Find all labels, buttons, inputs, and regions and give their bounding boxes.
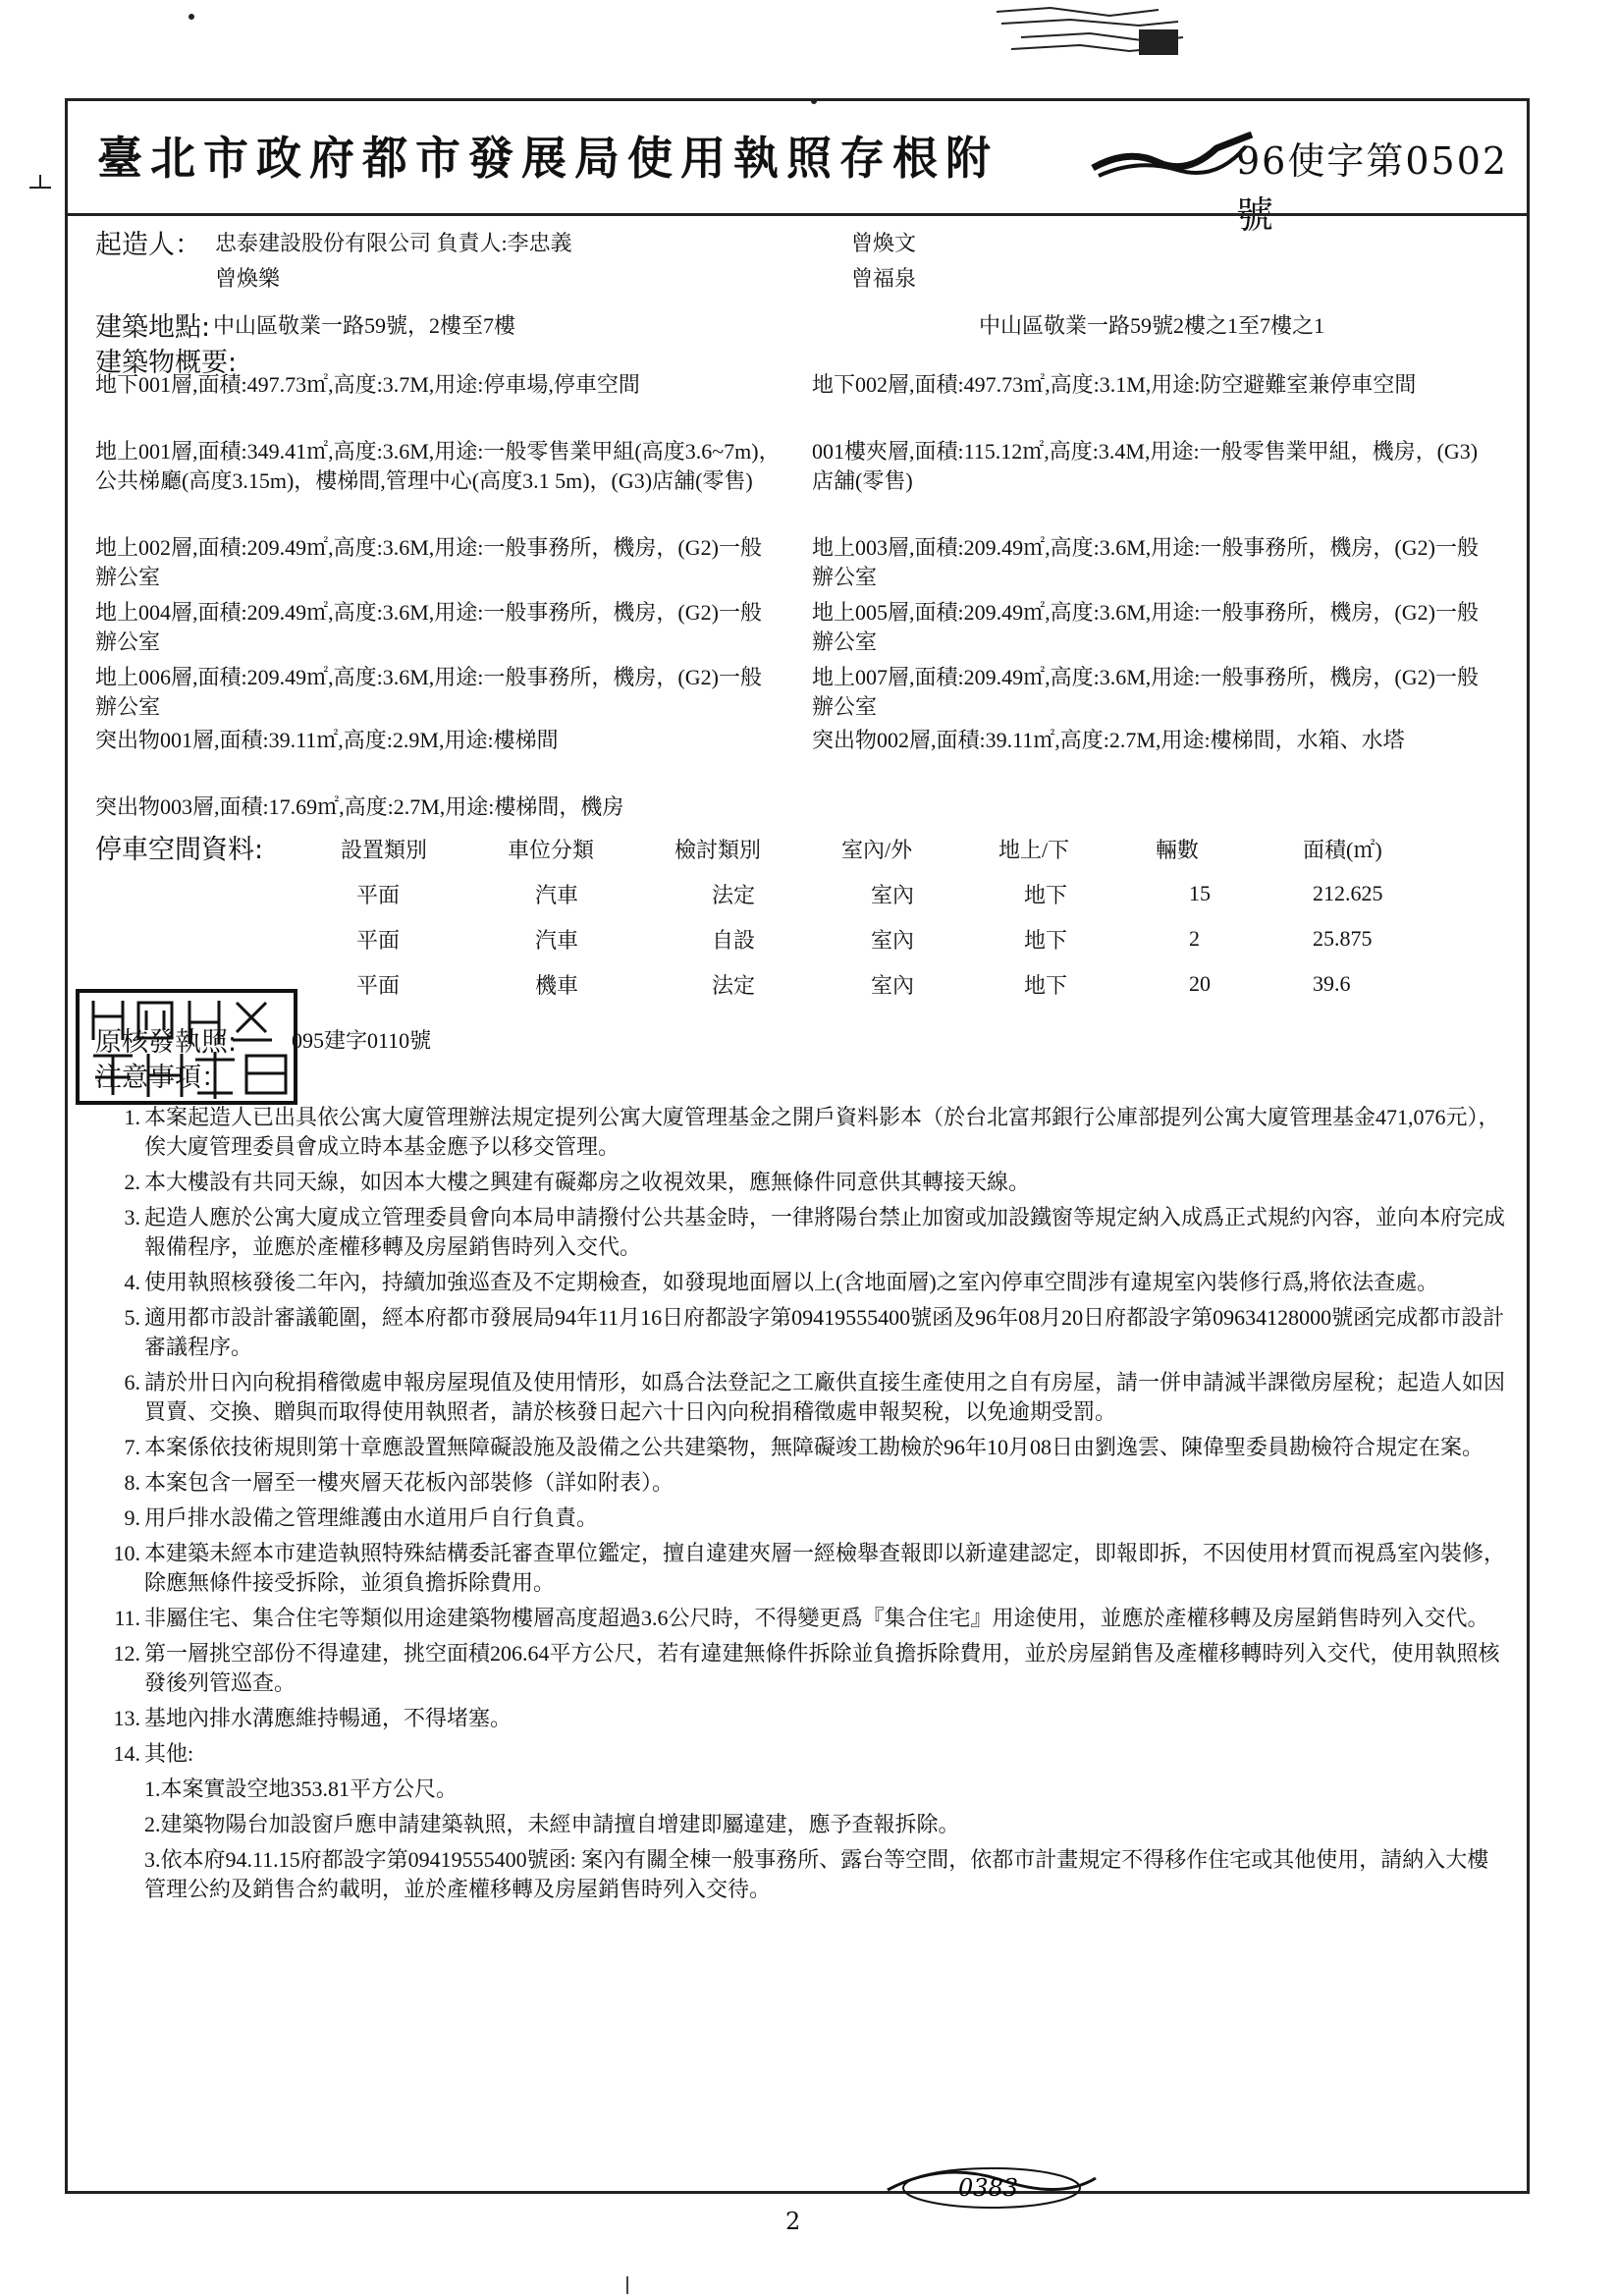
serial-stamp <box>884 2151 1100 2219</box>
cell: 15 <box>1189 881 1211 905</box>
official-seal <box>74 987 299 1107</box>
sub-item: 2.建築物陽台加設窗戶應申請建築執照，未經申請擅自增建即屬違建，應予查報拆除。 <box>144 1812 960 1836</box>
applicant-person-2: 曾煥樂 <box>215 266 281 291</box>
note-number: 5. <box>124 1305 140 1330</box>
floor-entry: 地上006層,面積:209.49㎡,高度:3.6M,用途:一般事務所，機房，(G2)一般辦公室 <box>95 665 762 719</box>
header-vehicle: 車位分類 <box>508 837 595 862</box>
note-text: 本大樓設有共同天線，如因本大樓之興建有礙鄰房之收視效果，應無條件同意供其轉接天線。 <box>144 1170 1031 1194</box>
note-number: 7. <box>124 1435 140 1459</box>
cell: 平面 <box>356 882 401 907</box>
table-row <box>341 916 1450 961</box>
cell: 20 <box>1189 971 1211 996</box>
notes-list <box>93 1103 1507 1910</box>
floor-entry: 突出物002層,面積:39.11㎡,高度:2.7M,用途:樓梯間，水箱、水塔 <box>812 728 1405 752</box>
note-text: 本案起造人已出具依公寓大廈管理辦法規定提列公寓大廈管理基金之開戶資料影本（於台北富邦銀行公庫部提列公寓大廈管理基金471,076元），俟大廈管理委員會成立時本基金應予以移交管理。 <box>144 1105 1500 1159</box>
note-text: 請於卅日內向稅捐稽徵處申報房屋現值及使用情形，如爲合法登記之工廠供直接生產使用之自有房屋，請一併申請減半課徵房屋稅；起造人如因買賣、交換、贈與而取得使用執照者，請於核發日起六十日內向稅捐稽徵處申報契稅，以免逾期受罰。 <box>144 1370 1506 1424</box>
note-text: 起造人應於公寓大廈成立管理委員會向本局申請撥付公共基金時，一律將陽台禁止加窗或加設鐵窗等規定納入成爲正式規約內容，並向本府完成報備程序，並應於產權移轉及房屋銷售時列入交代。 <box>144 1205 1506 1259</box>
document-frame <box>65 98 1530 2194</box>
cell: 法定 <box>712 882 756 907</box>
cell: 平面 <box>356 927 401 953</box>
note-text: 本案係依技術規則第十章應設置無障礙設施及設備之公共建築物，無障礙竣工勘檢於96年10月08日由劉逸雲、陳偉聖委員勘檢符合規定在案。 <box>144 1435 1484 1459</box>
floor-entry: 地下001層,面積:497.73㎡,高度:3.7M,用途:停車場,停車空間 <box>95 372 640 397</box>
note-number: 10. <box>113 1541 140 1565</box>
list-item <box>93 1203 1507 1262</box>
cell: 自設 <box>712 927 756 953</box>
cell: 汽車 <box>535 927 579 953</box>
table-row <box>341 871 1450 916</box>
cell: 25.875 <box>1313 926 1373 951</box>
parking-table <box>341 826 1450 1007</box>
note-text: 基地內排水溝應維持暢通，不得堵塞。 <box>144 1706 512 1730</box>
header-review: 檢討類別 <box>674 837 762 862</box>
header-count: 輛數 <box>1156 837 1200 862</box>
margin-mark <box>39 175 41 189</box>
list-item <box>93 1739 1507 1769</box>
list-item <box>93 1704 1507 1733</box>
list-item <box>93 1639 1507 1698</box>
parking-header-row <box>341 826 1450 871</box>
applicant-person-3: 曾煥文 <box>851 231 917 255</box>
parking-label: 停車空間資料: <box>95 835 264 865</box>
original-permit-value: 095建字0110號 <box>292 1028 432 1053</box>
list-item <box>93 1468 1507 1498</box>
note-number: 11. <box>114 1606 140 1630</box>
floor-entry: 地上007層,面積:209.49㎡,高度:3.6M,用途:一般事務所，機房，(G2)一般辦公室 <box>812 665 1479 719</box>
strikeout-scribble <box>1089 129 1256 188</box>
list-item <box>93 1503 1507 1533</box>
permit-number: 96使字第0502號 <box>1236 139 1509 237</box>
cell: 地下 <box>1024 927 1068 953</box>
floor-entry: 突出物001層,面積:39.11㎡,高度:2.9M,用途:樓梯間 <box>95 728 559 752</box>
page-number: 2 <box>785 2208 801 2235</box>
site-label: 建築地點: <box>95 312 211 343</box>
floor-entry: 地上003層,面積:209.49㎡,高度:3.6M,用途:一般事務所，機房，(G2)一般辦公室 <box>812 535 1479 589</box>
note-number: 13. <box>113 1706 140 1730</box>
table-row <box>341 961 1450 1007</box>
header-type: 設置類別 <box>341 837 428 862</box>
note-text: 其他: <box>144 1741 194 1766</box>
note-text: 適用都市設計審議範圍，經本府都市發展局94年11月16日府都設字第09419555400號函及96年08月20日府都設字第09634128000號函完成都市設計審議程序。 <box>144 1305 1505 1359</box>
stamp-number: 0383 <box>958 2174 1019 2202</box>
stray-mark <box>189 14 194 20</box>
note-number: 12. <box>113 1641 140 1666</box>
cell: 汽車 <box>535 882 579 907</box>
list-item <box>93 1303 1507 1362</box>
site-address: 中山區敬業一路59號，2樓至7樓 <box>213 313 516 338</box>
note-text: 用戶排水設備之管理維護由水道用戶自行負責。 <box>144 1505 599 1530</box>
header-level: 地上/下 <box>998 837 1070 862</box>
cell: 地下 <box>1024 882 1068 907</box>
cell: 39.6 <box>1313 971 1351 996</box>
list-item <box>93 1433 1507 1462</box>
note-number: 6. <box>124 1370 140 1394</box>
header-indoor: 室內/外 <box>841 837 913 862</box>
cell: 地下 <box>1024 972 1068 998</box>
note-text: 本案包含一層至一樓夾層天花板內部裝修（詳如附表）。 <box>144 1470 674 1495</box>
list-item <box>93 1604 1507 1633</box>
note-number: 3. <box>124 1205 140 1230</box>
list-item <box>93 1539 1507 1598</box>
list-item <box>93 1268 1507 1297</box>
floor-entry: 地上005層,面積:209.49㎡,高度:3.6M,用途:一般事務所，機房，(G2)一般辦公室 <box>812 600 1479 654</box>
title-row <box>97 123 1511 237</box>
page-title: 臺北市政府都市發展局使用執照存根附 <box>97 132 998 185</box>
list-item <box>93 1368 1507 1427</box>
floor-entry: 突出物003層,面積:17.69㎡,高度:2.7M,用途:樓梯間，機房 <box>95 794 624 819</box>
list-item <box>93 1168 1507 1197</box>
floor-entry: 地上002層,面積:209.49㎡,高度:3.6M,用途:一般事務所，機房，(G2)一般辦公室 <box>95 535 762 589</box>
bottom-tick <box>626 2276 628 2294</box>
cell: 2 <box>1189 926 1200 951</box>
cell: 平面 <box>356 972 401 998</box>
floor-entry: 001樓夾層,面積:115.12㎡,高度:3.4M,用途:一般零售業甲組，機房，(G3)店舖(零售) <box>812 439 1479 493</box>
note-text: 非屬住宅、集合住宅等類似用途建築物樓層高度超過3.6公尺時，不得變更爲『集合住宅』用途使用，並應於產權移轉及房屋銷售時列入交代。 <box>144 1606 1489 1630</box>
list-item <box>93 1103 1507 1162</box>
cell: 法定 <box>712 972 756 998</box>
note-text: 第一層挑空部份不得違建，挑空面積206.64平方公尺，若有違建無條件拆除並負擔拆除費用，並於房屋銷售及產權移轉時列入交代，使用執照核發後列管巡查。 <box>144 1641 1500 1695</box>
cell: 212.625 <box>1313 881 1383 905</box>
original-permit-label: 原核發執照: <box>95 1027 238 1058</box>
floor-entry: 地上004層,面積:209.49㎡,高度:3.6M,用途:一般事務所，機房，(G2)一般辦公室 <box>95 600 762 654</box>
note-number: 8. <box>124 1470 140 1495</box>
summary-label: 建築物概要: <box>95 348 238 378</box>
sub-item: 3.依本府94.11.15府都設字第09419555400號函: 案內有關全棟一般事務所、露台等空間，依都市計畫規定不得移作住宅或其他使用，請納入大樓管理公約及銷售合約載明，並於產權移轉及房屋銷售時列入交待。 <box>144 1847 1489 1901</box>
cell: 室內 <box>871 927 915 953</box>
floor-entry: 地上001層,面積:349.41㎡,高度:3.6M,用途:一般零售業甲組(高度3.6~7m)，公共梯廳(高度3.15m)，樓梯間,管理中心(高度3.1 5m)，(G3)店舖(零售) <box>95 439 781 493</box>
note-number: 14. <box>113 1741 140 1766</box>
note-number: 9. <box>124 1505 140 1530</box>
note-number: 4. <box>124 1270 140 1294</box>
floor-entry: 地下002層,面積:497.73㎡,高度:3.1M,用途:防空避難室兼停車空間 <box>812 372 1417 397</box>
sub-item: 1.本案實設空地353.81平方公尺。 <box>144 1777 458 1801</box>
received-stamp <box>992 2 1188 59</box>
header-area: 面積(㎡) <box>1303 837 1382 862</box>
note-number: 1. <box>124 1105 140 1129</box>
applicant-label: 起造人： <box>95 230 201 260</box>
applicant-person-4: 曾福泉 <box>851 266 917 291</box>
cell: 室內 <box>871 972 915 998</box>
site-address-units: 中山區敬業一路59號2樓之1至7樓之1 <box>979 313 1325 338</box>
applicant-company: 忠泰建設股份有限公司 負責人:李忠義 <box>215 231 572 255</box>
note-number: 2. <box>124 1170 140 1194</box>
notes-label: 注意事項： <box>95 1063 228 1093</box>
note-text: 本建築未經本市建造執照特殊結構委託審查單位鑑定，擅自違建夾層一經檢舉查報即以新違建認定，即報即拆，不因使用材質而視爲室內裝修，除應無條件接受拆除，並須負擔拆除費用。 <box>144 1541 1506 1595</box>
cell: 室內 <box>871 882 915 907</box>
cell: 機車 <box>535 972 579 998</box>
divider <box>68 213 1527 216</box>
note-text: 使用執照核發後二年內，持續加強巡查及不定期檢查，如發現地面層以上(含地面層)之室內停車空間涉有違規室內裝修行爲,將依法查處。 <box>144 1270 1439 1294</box>
